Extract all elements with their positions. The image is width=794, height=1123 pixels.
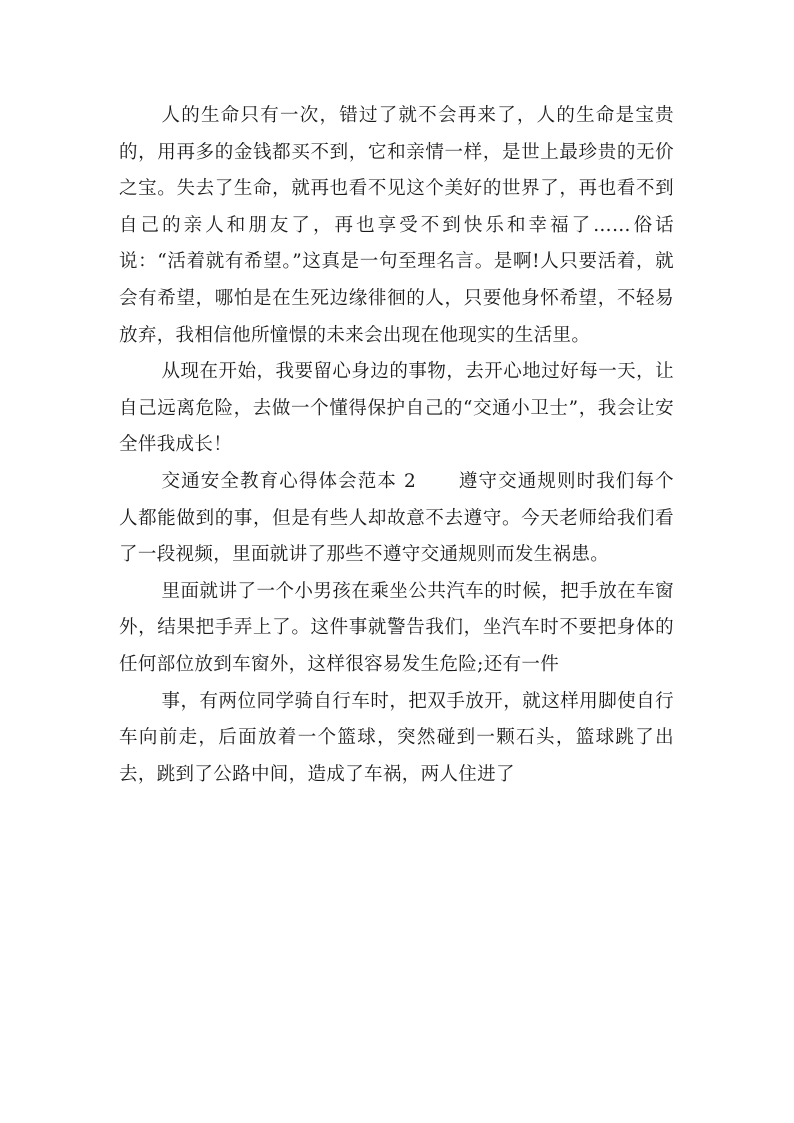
section-intro-text: 遵守交通规则时我们每个人都能做到的事，但是有些人却故意不去遵守。今天老师给我们看了一段视频，里面就讲了那些不遵守交通规则而发生祸患。: [119, 470, 674, 566]
section-title: 交通安全教育心得体会范本 2: [161, 470, 417, 492]
paragraph-bicycle-accident: 事，有两位同学骑自行车时，把双手放开，就这样用脚使自行车向前走，后面放着一个篮球，突然碰到一颗石头，篮球跳了出去，跳到了公路中间，造成了车祸，两人住进了: [119, 690, 674, 785]
paragraph-life-value: 人的生命只有一次，错过了就不会再来了，人的生命是宝贵的，用再多的金钱都买不到，它和亲情一样，是世上最珍贵的无价之宝。失去了生命，就再也看不见这个美好的世界了，再也看不到自己的亲人和朋友了，再也享受不到快乐和幸福了……俗话说：“活着就有希望。”这真是一句至理名言。是啊!人只要活着，就会有希望，哪怕是在生死边缘徘徊的人，只要他身怀希望，不轻易放弃，我相信他所憧憬的未来会出现在他现实的生活里。: [119, 105, 674, 346]
document-body: [119, 98, 674, 793]
paragraph-bus-window: 里面就讲了一个小男孩在乘坐公共汽车的时候，把手放在车窗外，结果把手弄上了。这件事就警告我们，坐汽车时不要把身体的任何部位放到车窗外，这样很容易发生危险;还有一件: [119, 580, 674, 675]
paragraph-safety-pledge: 从现在开始，我要留心身边的事物，去开心地过好每一天，让自己远离危险，去做一个懂得保护自己的“交通小卫士”，我会让安全伴我成长！: [119, 361, 674, 456]
paragraph-section-intro: [119, 464, 674, 574]
